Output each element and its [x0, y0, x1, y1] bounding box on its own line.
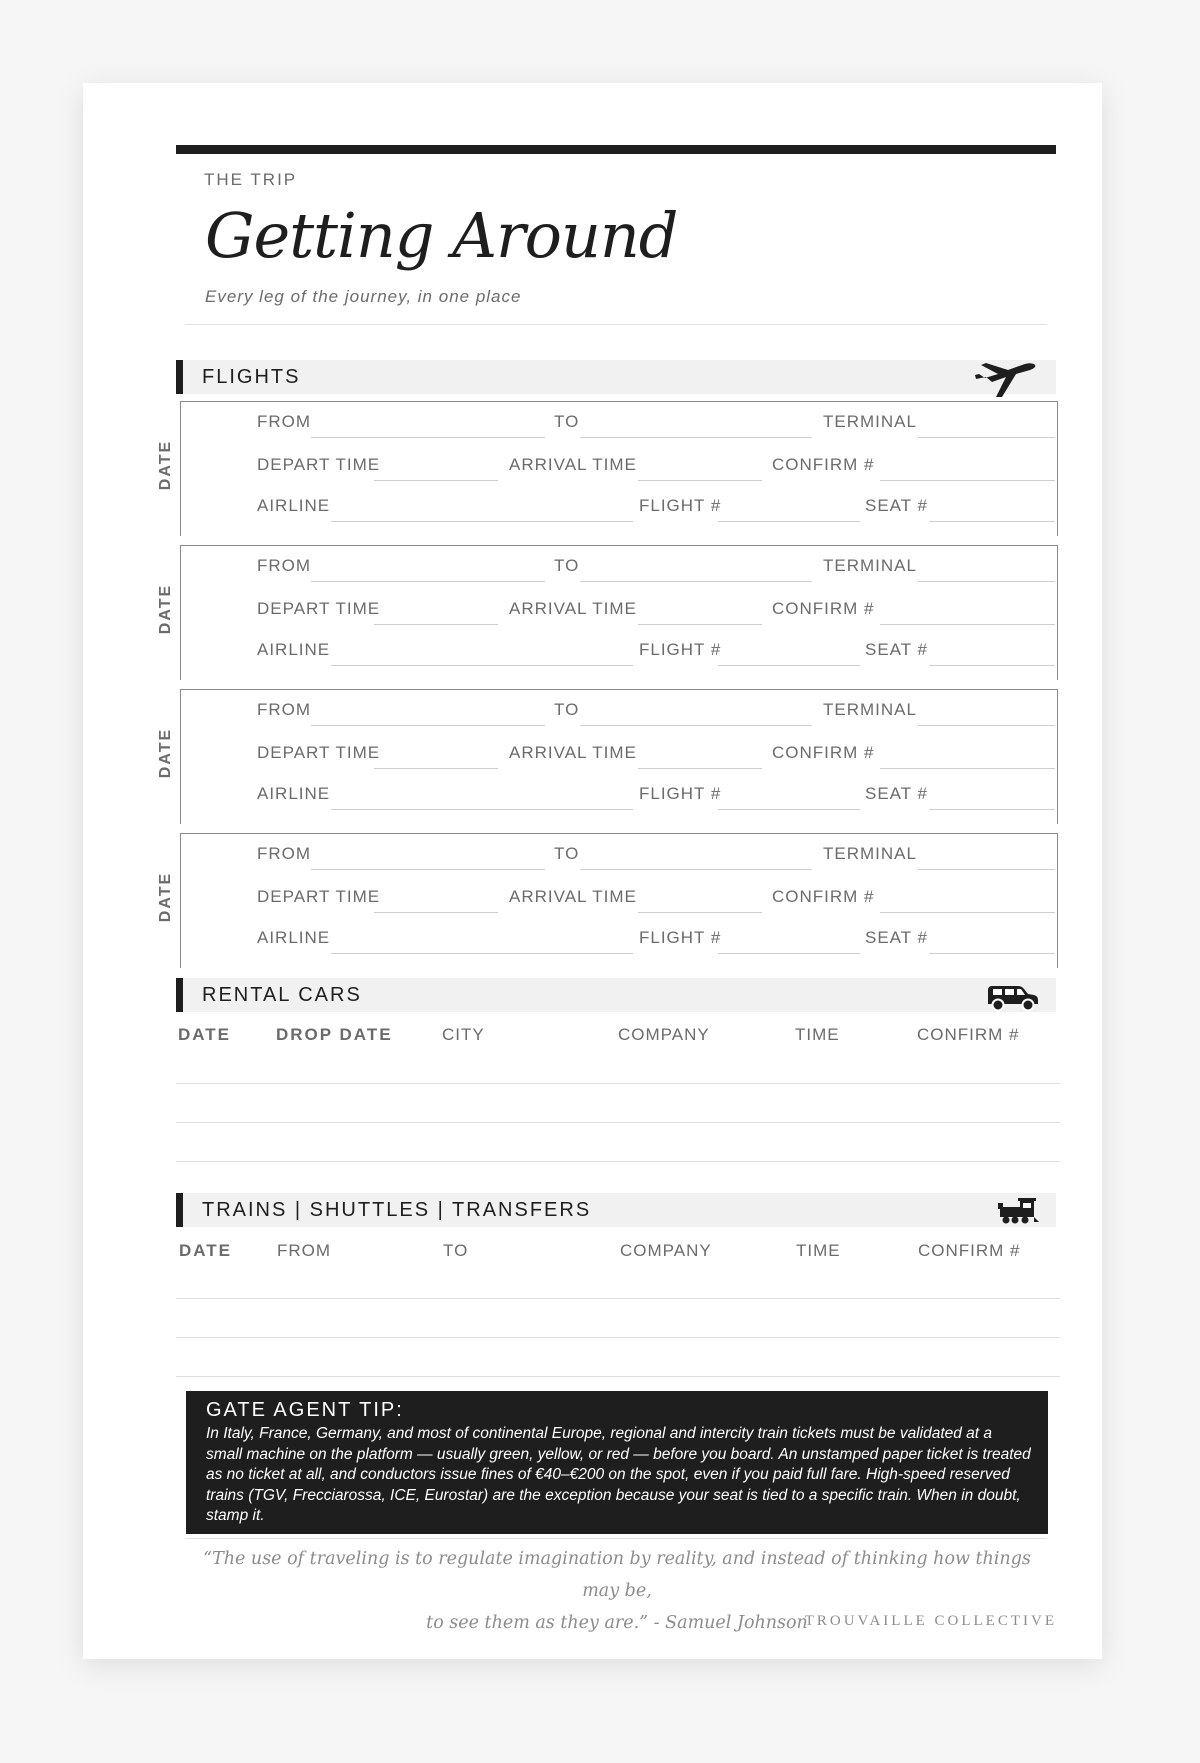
flight-depart-time-label: DEPART TIME: [257, 743, 381, 762]
flight-depart-time-field[interactable]: [374, 624, 498, 625]
flight-airline-label: AIRLINE: [257, 496, 331, 515]
tip-title: GATE AGENT TIP:: [206, 1399, 404, 1421]
flight-seat-field[interactable]: [929, 521, 1055, 522]
flight-confirm-field[interactable]: [880, 768, 1055, 769]
flight-from-label: FROM: [257, 556, 312, 575]
quote-divider: [185, 1538, 1047, 1539]
flight-to-label: TO: [554, 412, 580, 431]
flight-arrival-time-field[interactable]: [638, 480, 762, 481]
flight-airline-label: AIRLINE: [257, 784, 331, 803]
rental-cars-row-line: [176, 1083, 1060, 1084]
flight-from-label: FROM: [257, 700, 312, 719]
quote-line-2: to see them as they are.” - Samuel Johnson: [426, 1613, 808, 1633]
column-header: CONFIRM #: [917, 1025, 1020, 1044]
flight-flight-field[interactable]: [718, 809, 860, 810]
flight-date-text: DATE: [157, 727, 174, 779]
column-header: FROM: [277, 1241, 332, 1260]
flight-arrival-time-label: ARRIVAL TIME: [509, 743, 637, 762]
flight-from-field[interactable]: [311, 869, 545, 870]
flight-terminal-field[interactable]: [918, 581, 1055, 582]
column-header: DATE: [179, 1241, 233, 1260]
column-header: TIME: [796, 1241, 841, 1260]
flight-to-label: TO: [554, 844, 580, 863]
flight-confirm-label: CONFIRM #: [772, 887, 875, 906]
flight-airline-field[interactable]: [331, 521, 633, 522]
flight-to-field[interactable]: [580, 437, 812, 438]
flight-date-text: DATE: [157, 439, 174, 491]
flight-terminal-label: TERMINAL: [823, 700, 917, 719]
flights-section-header: [176, 360, 1056, 394]
quote-line-1: “The use of traveling is to regulate imagination by reality, and instead of thinking how things may be,: [203, 1549, 1031, 1601]
trains-row-line: [176, 1298, 1060, 1299]
flight-confirm-field[interactable]: [880, 912, 1055, 913]
flight-seat-field[interactable]: [929, 809, 1055, 810]
flight-date-label: [148, 723, 184, 783]
flight-arrival-time-label: ARRIVAL TIME: [509, 887, 637, 906]
flight-from-label: FROM: [257, 844, 312, 863]
rental-cars-section-header: [176, 978, 1056, 1012]
flight-seat-field[interactable]: [929, 665, 1055, 666]
flight-from-label: FROM: [257, 412, 312, 431]
flight-date-text: DATE: [157, 871, 174, 923]
trains-row-line: [176, 1337, 1060, 1338]
airplane-icon: [972, 357, 1040, 401]
flight-airline-field[interactable]: [331, 953, 633, 954]
flight-airline-label: AIRLINE: [257, 640, 331, 659]
flight-terminal-label: TERMINAL: [823, 412, 917, 431]
column-header: COMPANY: [620, 1241, 712, 1260]
flight-depart-time-label: DEPART TIME: [257, 887, 381, 906]
page-title: Getting Around: [205, 199, 678, 272]
flight-arrival-time-label: ARRIVAL TIME: [509, 455, 637, 474]
flight-confirm-label: CONFIRM #: [772, 455, 875, 474]
flight-to-label: TO: [554, 700, 580, 719]
flight-seat-label: SEAT #: [865, 928, 929, 947]
column-header: TO: [443, 1241, 469, 1260]
flight-confirm-field[interactable]: [880, 480, 1055, 481]
flight-flight-label: FLIGHT #: [639, 496, 722, 515]
train-icon: [996, 1195, 1040, 1225]
flight-terminal-field[interactable]: [918, 869, 1055, 870]
car-icon: [984, 980, 1040, 1012]
column-header: COMPANY: [618, 1025, 710, 1044]
flight-seat-label: SEAT #: [865, 640, 929, 659]
brand-name: TROUVAILLE COLLECTIVE: [804, 1613, 1057, 1629]
flight-to-label: TO: [554, 556, 580, 575]
flight-to-field[interactable]: [580, 869, 812, 870]
section-eyebrow: THE TRIP: [204, 170, 298, 189]
flight-terminal-field[interactable]: [918, 725, 1055, 726]
column-header: CITY: [442, 1025, 485, 1044]
column-header: CONFIRM #: [918, 1241, 1021, 1260]
flight-to-field[interactable]: [580, 581, 812, 582]
flight-flight-label: FLIGHT #: [639, 928, 722, 947]
trains-row-line: [176, 1376, 1060, 1377]
flights-section-label: FLIGHTS: [202, 366, 301, 388]
flight-flight-label: FLIGHT #: [639, 784, 722, 803]
column-header: DATE: [178, 1025, 232, 1044]
flight-arrival-time-field[interactable]: [638, 624, 762, 625]
flight-from-field[interactable]: [311, 581, 545, 582]
flight-terminal-label: TERMINAL: [823, 556, 917, 575]
flight-seat-label: SEAT #: [865, 784, 929, 803]
rental-cars-row-line: [176, 1161, 1060, 1162]
flight-from-field[interactable]: [311, 437, 545, 438]
trains-section-header: [176, 1193, 1056, 1227]
flight-airline-field[interactable]: [331, 809, 633, 810]
flight-seat-label: SEAT #: [865, 496, 929, 515]
flight-flight-label: FLIGHT #: [639, 640, 722, 659]
tip-body: In Italy, France, Germany, and most of continental Europe, regional and intercity train tickets must be validated at a small machine on the platform — usually green, yellow, or red — before you board. An unstamped paper ticket is treated as no ticket at all, and conductors issue fines of €40–€200 on the spot, even if you paid full fare. High-speed reserved trains (TGV, Frecciarossa, ICE, Eurostar) are the exception because your seat is tied to a specific train. When in doubt, stamp it.: [206, 1425, 1031, 1524]
flight-depart-time-field[interactable]: [374, 912, 498, 913]
flight-terminal-field[interactable]: [918, 437, 1055, 438]
flight-confirm-field[interactable]: [880, 624, 1055, 625]
column-header: TIME: [795, 1025, 840, 1044]
flight-arrival-time-field[interactable]: [638, 912, 762, 913]
flight-date-label: [148, 435, 184, 495]
header-divider: [185, 324, 1047, 325]
flight-confirm-label: CONFIRM #: [772, 599, 875, 618]
flight-airline-field[interactable]: [331, 665, 633, 666]
flight-to-field[interactable]: [580, 725, 812, 726]
flight-flight-field[interactable]: [718, 665, 860, 666]
flight-flight-field[interactable]: [718, 521, 860, 522]
flight-depart-time-label: DEPART TIME: [257, 455, 381, 474]
page-subtitle: Every leg of the journey, in one place: [205, 287, 522, 306]
flight-date-text: DATE: [157, 583, 174, 635]
flight-depart-time-label: DEPART TIME: [257, 599, 381, 618]
flight-arrival-time-field[interactable]: [638, 768, 762, 769]
column-header: DROP DATE: [276, 1025, 393, 1044]
flight-depart-time-field[interactable]: [374, 480, 498, 481]
flight-depart-time-field[interactable]: [374, 768, 498, 769]
flight-arrival-time-label: ARRIVAL TIME: [509, 599, 637, 618]
flight-date-label: [148, 579, 184, 639]
rental-cars-section-label: RENTAL CARS: [202, 984, 362, 1006]
gate-agent-tip-box: [186, 1391, 1048, 1534]
flight-terminal-label: TERMINAL: [823, 844, 917, 863]
flight-seat-field[interactable]: [929, 953, 1055, 954]
flight-from-field[interactable]: [311, 725, 545, 726]
flight-date-label: [148, 867, 184, 927]
top-rule: [176, 145, 1056, 154]
flight-confirm-label: CONFIRM #: [772, 743, 875, 762]
flight-flight-field[interactable]: [718, 953, 860, 954]
rental-cars-row-line: [176, 1122, 1060, 1123]
flight-airline-label: AIRLINE: [257, 928, 331, 947]
trains-section-label: TRAINS | SHUTTLES | TRANSFERS: [202, 1199, 592, 1221]
